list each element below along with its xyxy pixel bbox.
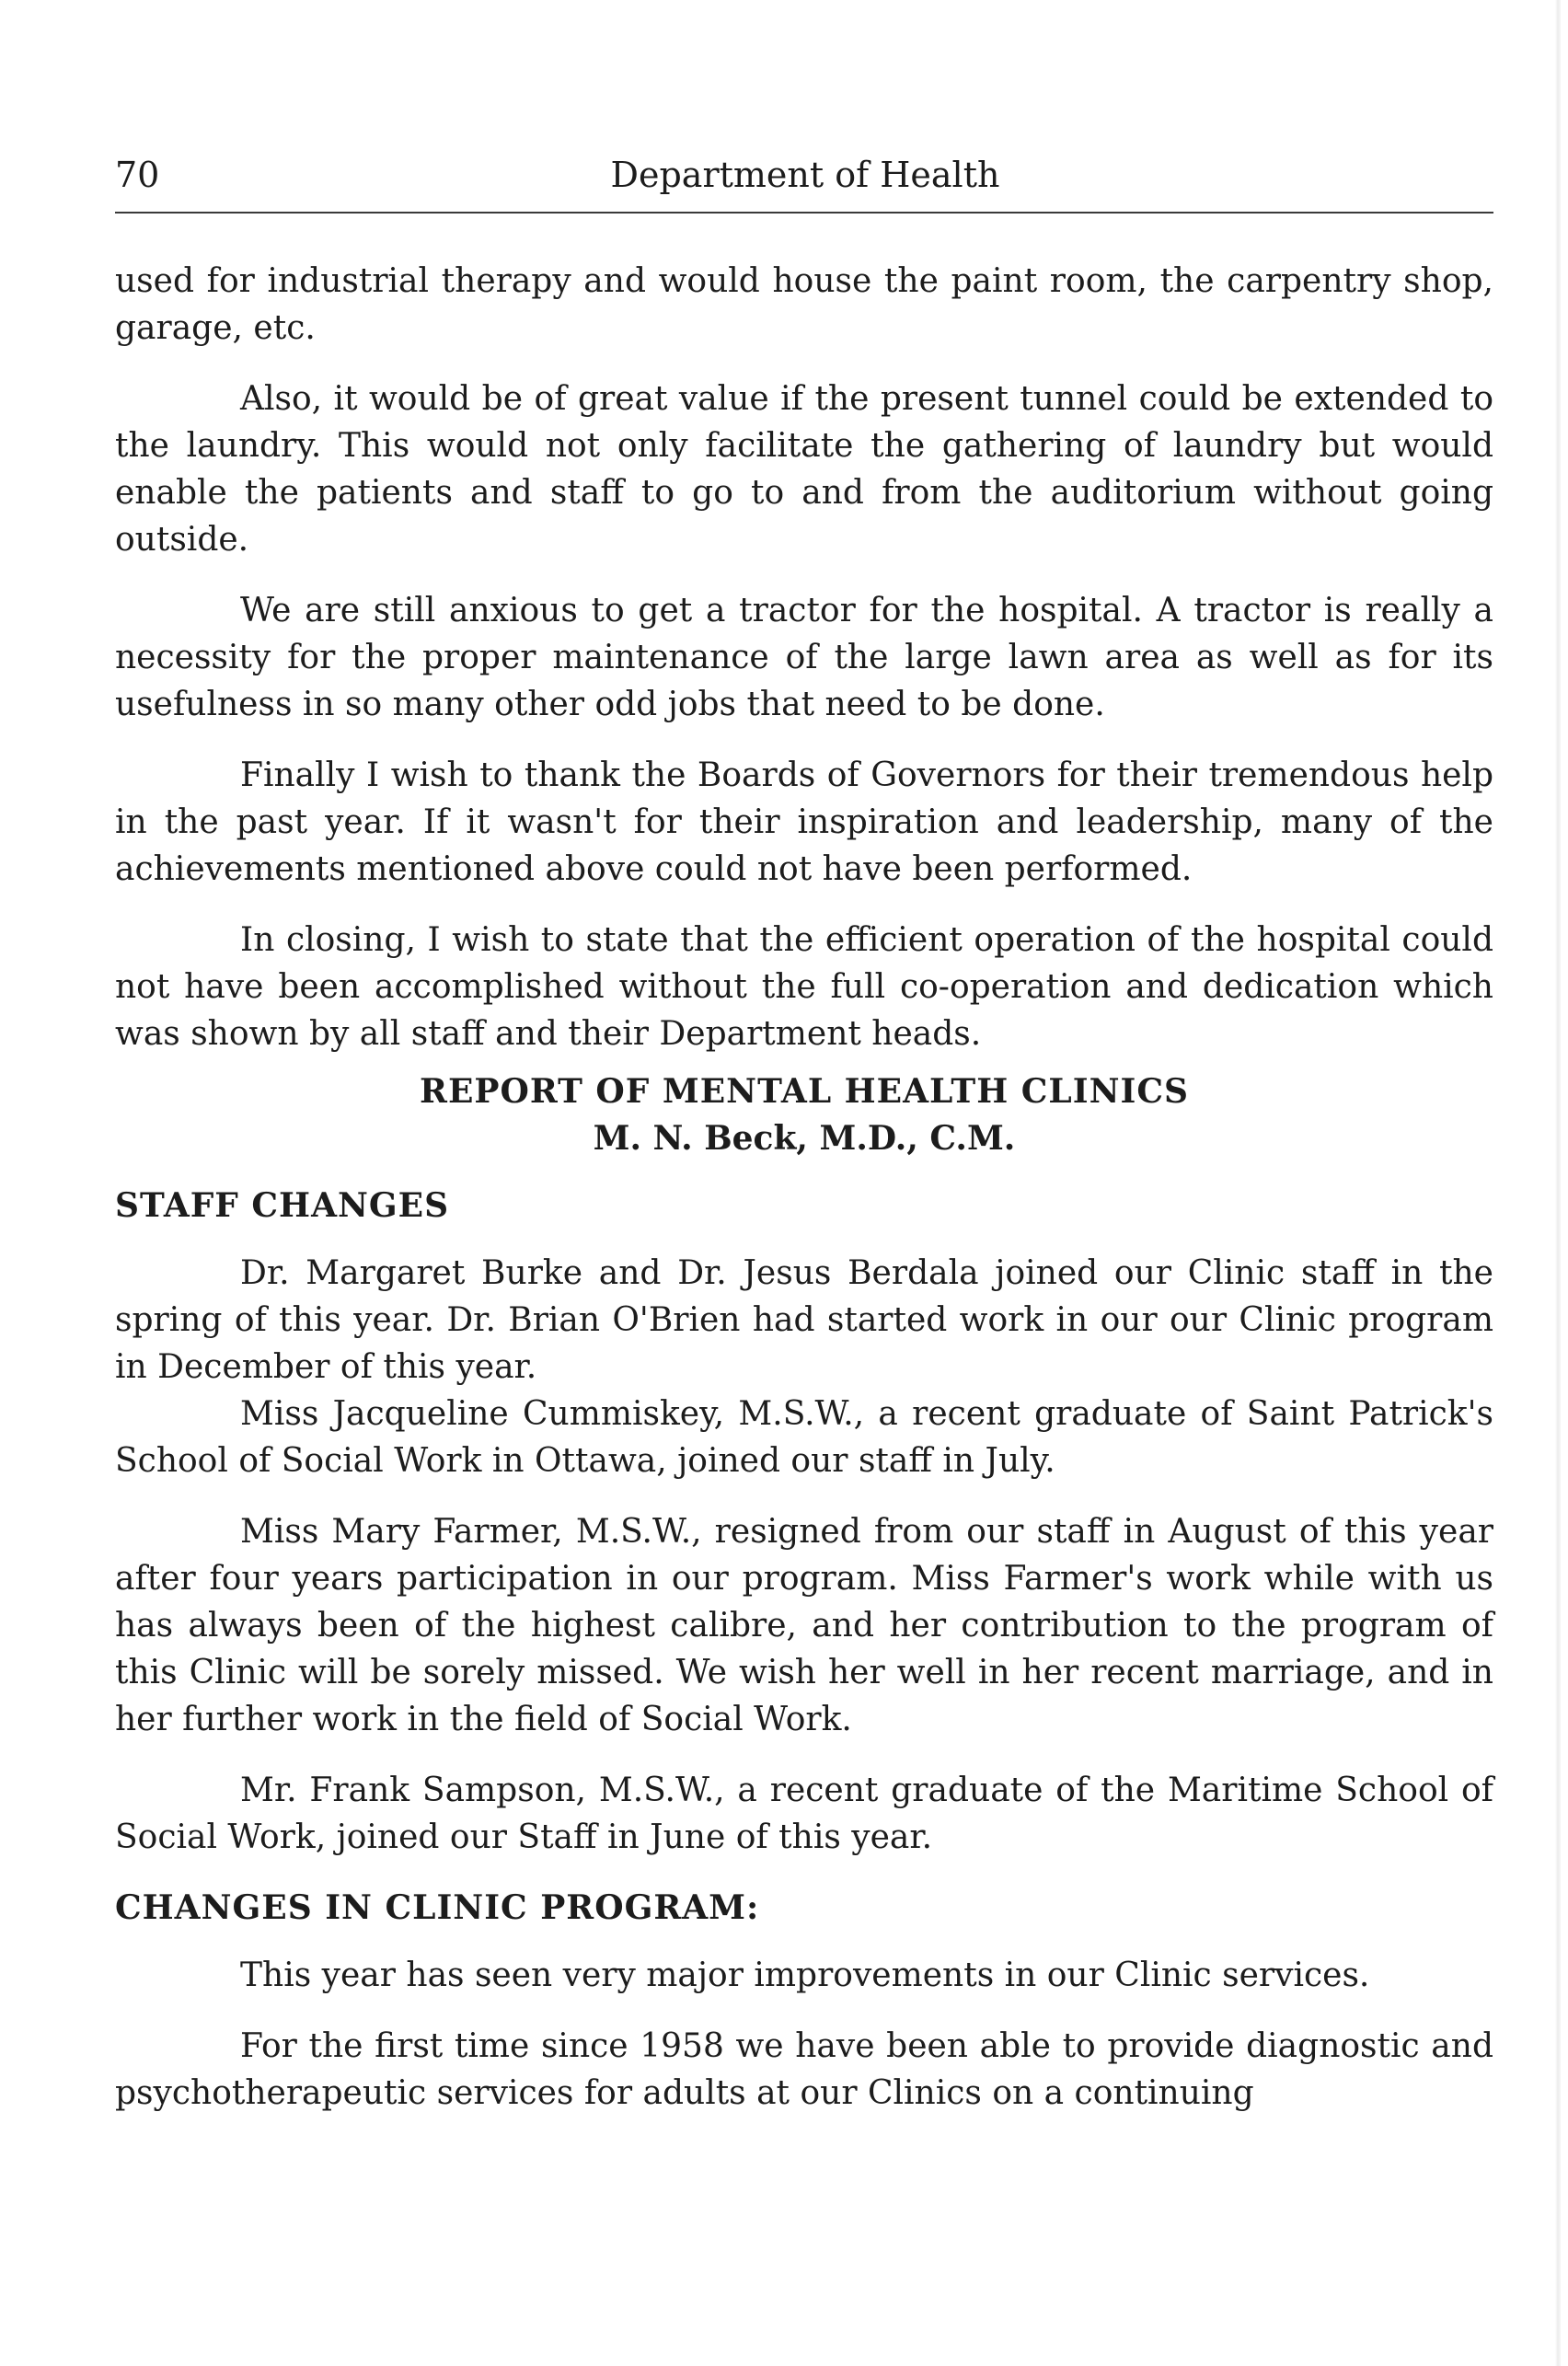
paragraph: For the first time since 1958 we have been able to provide diagnostic and psychotherapeutic services for adults at our Clinics on a continuing [115,2027,1493,2112]
paragraph: We are still anxious to get a tractor for the hospital. A tractor is really a necessity for the proper maintenance of the large lawn area as well as for its usefulness in so many other odd jobs that need to be done. [115,592,1493,723]
paragraph: This year has seen very major improvements in our Clinic services. [240,1956,1370,1994]
header-rule [115,212,1493,214]
paragraph: Miss Mary Farmer, M.S.W., resigned from our staff in August of this year after four years participation in our program. Miss Farmer's work while with us has always been of the highest calibre, and her contribution to the program of this Clinic will be sorely missed. We wish her well in her recent marriage, and in her further work in the field of Social Work. [115,1513,1493,1738]
report-title: REPORT OF MENTAL HEALTH CLINICS [420,1072,1189,1111]
paragraph: In closing, I wish to state that the efficient operation of the hospital could not have been accomplished without the full co-operation and dedication which was shown by all staff and their Department heads. [115,921,1493,1053]
running-head: Department of Health [610,155,1000,195]
paragraph: used for industrial therapy and would house the paint room, the carpentry shop, garage, etc. [115,262,1493,347]
paragraph: Finally I wish to thank the Boards of Governors for their tremendous help in the past year. If it wasn't for their inspiration and leadership, many of the achievements mentioned above could not have been performed. [115,756,1493,888]
section-heading-staff-changes: STAFF CHANGES [115,1186,450,1225]
page-number: 70 [115,155,160,195]
paragraph: Dr. Margaret Burke and Dr. Jesus Berdala joined our Clinic staff in the spring of this year. Dr. Brian O'Brien had started work in our our Clinic program in December of this year. [115,1254,1493,1386]
page-header [115,147,1495,202]
report-author: M. N. Beck, M.D., C.M. [593,1119,1016,1158]
paragraph: Mr. Frank Sampson, M.S.W., a recent graduate of the Maritime School of Social Work, joined our Staff in June of this year. [115,1772,1493,1856]
paragraph: Also, it would be of great value if the present tunnel could be extended to the laundry. This would not only facilitate the gathering of laundry but would enable the patients and staff to go to and from the auditorium without going outside. [115,380,1493,559]
section-heading-clinic-program: CHANGES IN CLINIC PROGRAM: [115,1888,760,1927]
page-body [115,258,1493,2141]
paragraph: Miss Jacqueline Cummiskey, M.S.W., a recent graduate of Saint Patrick's School of Social Work in Ottawa, joined our staff in July. [115,1395,1493,1480]
page-edge-shadow [1555,0,1561,2366]
